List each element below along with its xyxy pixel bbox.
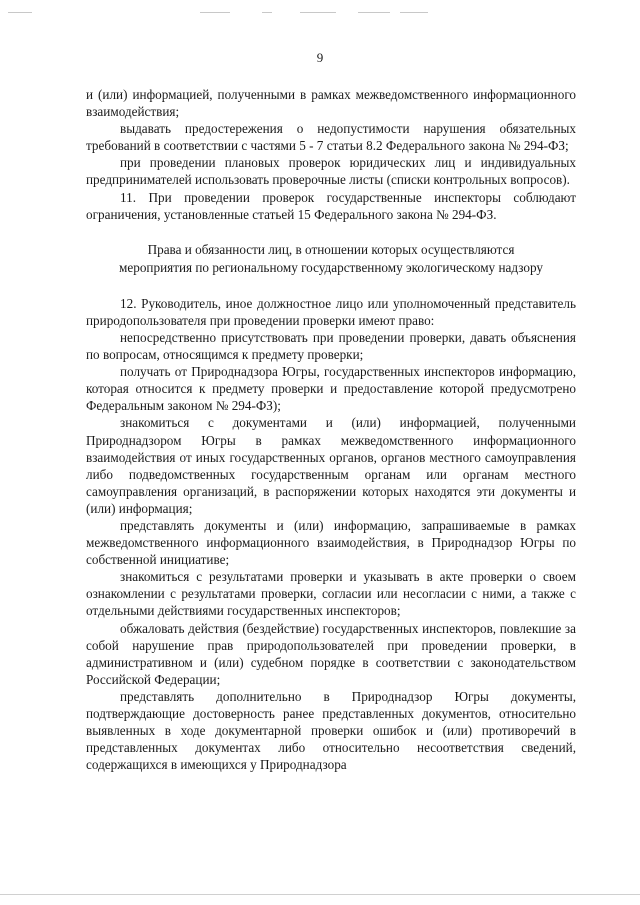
paragraph: при проведении плановых проверок юридических лиц и индивидуальных предпринимателей использовать проверочные листы (списки контрольных вопросов). — [86, 155, 576, 188]
paragraph-item-12: 12. Руководитель, иное должностное лицо или уполномоченный представитель природопользователя при проведении проверки имеют право: — [86, 295, 576, 328]
section-heading-line: мероприятия по региональному государственному экологическому надзору — [119, 259, 543, 275]
scan-edge — [0, 894, 640, 895]
page-number: 9 — [316, 50, 324, 65]
paragraph: получать от Природнадзора Югры, государственных инспекторов информацию, которая относится к предмету проверки и предоставление которой предусмотрено Федеральным законом № 294-ФЗ); — [86, 364, 576, 414]
paragraph: выдавать предостережения о недопустимости нарушения обязательных требований в соответствии с частями 5 - 7 статьи 8.2 Федерального закона № 294-ФЗ; — [86, 121, 576, 154]
paragraph: непосредственно присутствовать при проведении проверки, давать объяснения по вопросам, относящимся к предмету проверки; — [86, 329, 576, 363]
document-body — [86, 86, 576, 773]
paragraph-item-11: 11. При проведении проверок государственные инспекторы соблюдают ограничения, установленные статьей 15 Федерального закона № 294-ФЗ. — [86, 189, 576, 222]
paragraph: знакомиться с документами и (или) информацией, полученными Природнадзором Югры в рамках межведомственного информационного взаимодействия от иных государственных органов, органов местного самоуправления либо подведомственных государственным органам или органам местного самоуправления организаций, в распоряжении которых находятся эти документы и (или) информация; — [86, 415, 576, 516]
paragraph: обжаловать действия (бездействие) государственных инспекторов, повлекшие за собой нарушение прав природопользователей при проведении проверки, в административном и (или) судебном порядке в соответствии с законодательством Российской Федерации; — [86, 620, 576, 687]
section-heading — [86, 241, 576, 277]
section-heading-line: Права и обязанности лиц, в отношении которых осуществляются — [147, 241, 515, 257]
paragraph: знакомиться с результатами проверки и указывать в акте проверки о своем ознакомлении с результатами проверки, согласии или несогласии с ними, а также с отдельными действиями государственных инспекторов; — [86, 569, 576, 619]
paragraph: представлять документы и (или) информацию, запрашиваемые в рамках межведомственного информационного взаимодействия, в Природнадзор Югры по собственной инициативе; — [86, 517, 576, 568]
scan-artifacts — [0, 12, 640, 14]
paragraph: представлять дополнительно в Природнадзор Югры документы, подтверждающие достоверность ранее представленных документов, относительно выявленных в ходе документарной проверки ошибок и (или) противоречий в представленных документах либо относительно несоответствия сведений, содержащихся в имеющихся у Природнадзора — [86, 688, 576, 773]
paragraph-continuation: и (или) информацией, полученными в рамках межведомственного информационного взаимодействия; — [86, 87, 576, 120]
